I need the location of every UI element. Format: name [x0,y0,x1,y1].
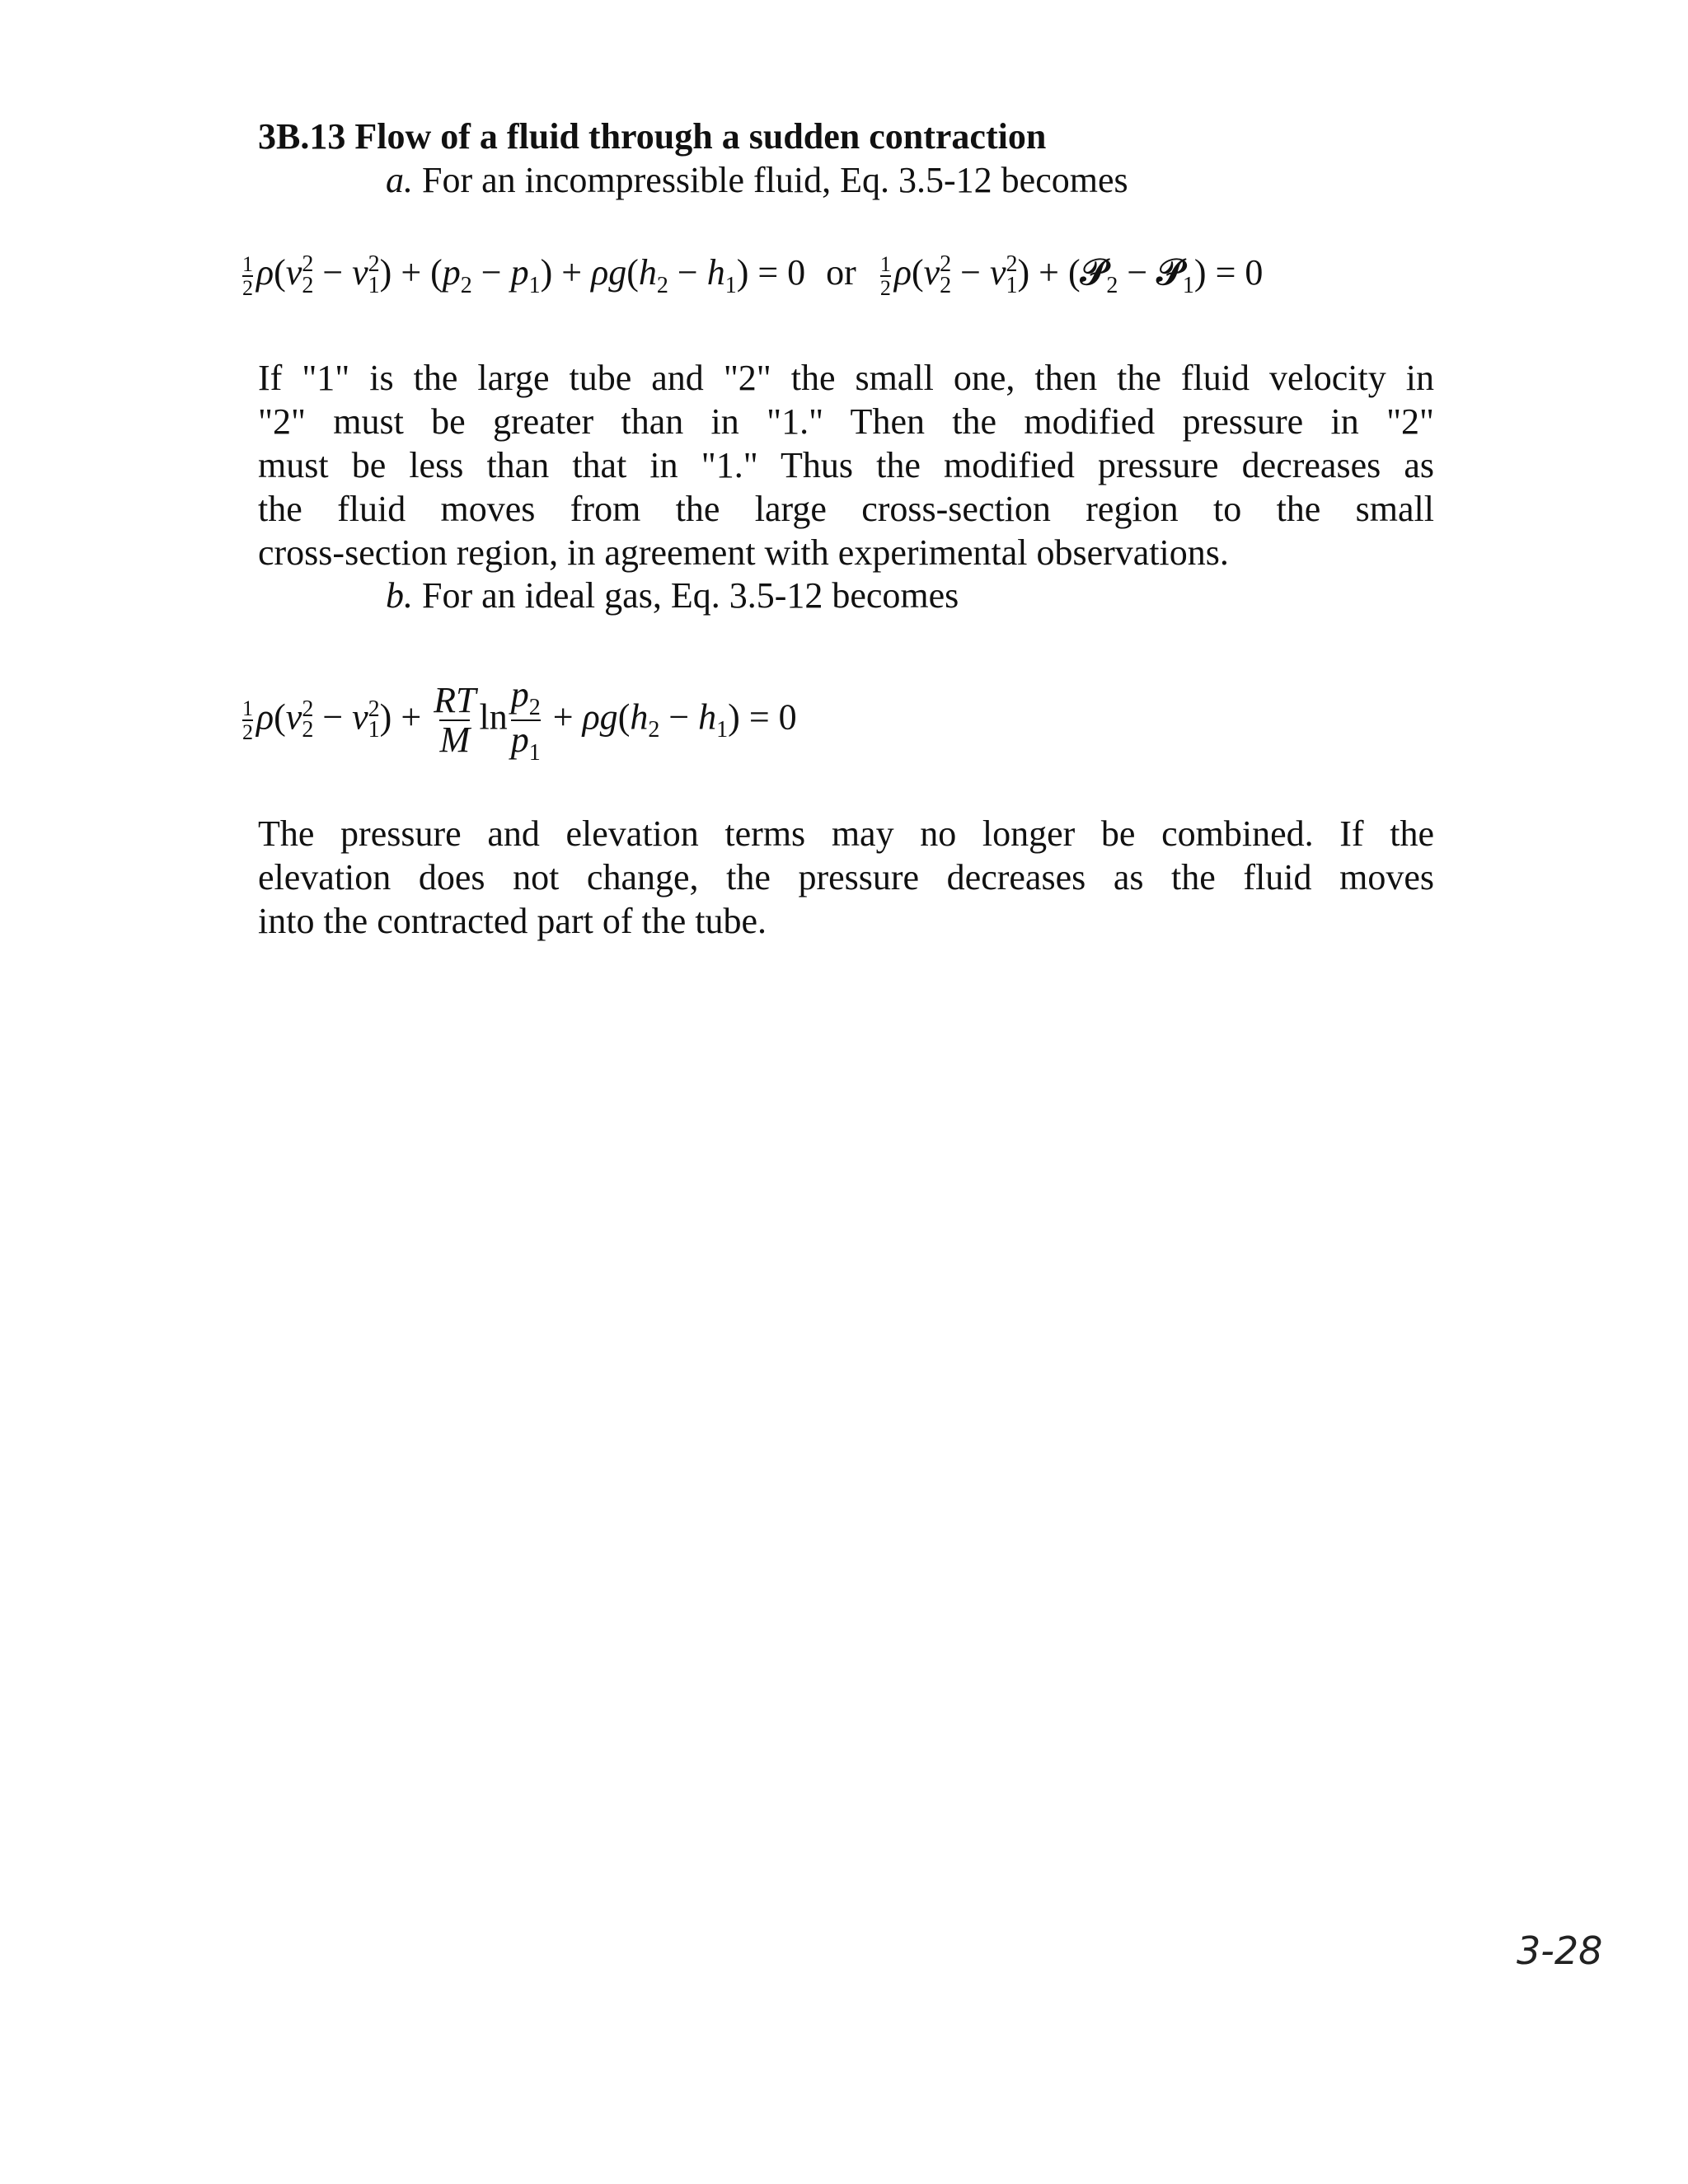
equation-b: $\frac{1}{2}$ $\rho(v_2^2 - v_1^2)$ + $\frac{RT}{M}$ ln $\frac{p_2}{p_1}$ + $\rho g(h_2 - h_1) = 0$ [242,674,797,766]
paragraph-line: If "1" is the large tube and "2" the small one, then the fluid velocity in [258,358,1434,398]
paragraph-line: must be less than that in "1." Thus the modified pressure decreases as [258,445,1434,485]
part-a-heading [386,159,1128,201]
part-b-text: For an ideal gas, Eq. 3.5-12 becomes [413,575,959,616]
problem-title: 3B.13 Flow of a fluid through a sudden contraction [258,116,1047,157]
part-a-label: a. [386,160,413,200]
paragraph-line: into the contracted part of the tube. [258,901,767,941]
half-fraction: $\frac{1}{2}$ [242,251,253,300]
paragraph-line: "2" must be greater than in "1." Then the modified pressure in "2" [258,401,1434,442]
paragraph-line: The pressure and elevation terms may no longer be combined. If the [258,813,1434,854]
equation-a: $\frac{1}{2}$ $\rho(v_2^2 - v_1^2) + (p_2 - p_1) + \rho g(h_2 - h_1) = 0$ or $\frac{1}{2}$ $\rho(v_2^2 - v_1^2)$ + (𝒫$_2$ − 𝒫$_1$) = 0 [242,251,1264,300]
paragraph-line: cross-section region, in agreement with experimental observations. [258,532,1229,573]
paragraph-explanation [258,356,1434,574]
rt-over-m-fraction: $\frac{RT}{M}$ [434,680,476,761]
paragraph-line: elevation does not change, the pressure decreases as the fluid moves [258,857,1434,898]
part-b-label: b. [386,575,413,616]
paragraph-line: the fluid moves from the large cross-section region to the small [258,489,1434,529]
paragraph-conclusion [258,812,1434,943]
page-number: 3-28 [1517,1929,1603,1973]
part-a-text: For an incompressible fluid, Eq. 3.5-12 becomes [413,160,1128,200]
part-b-heading [386,574,959,616]
pressure-ratio-fraction: $\frac{p_2}{p_1}$ [510,674,541,766]
or-word: or [826,252,856,293]
